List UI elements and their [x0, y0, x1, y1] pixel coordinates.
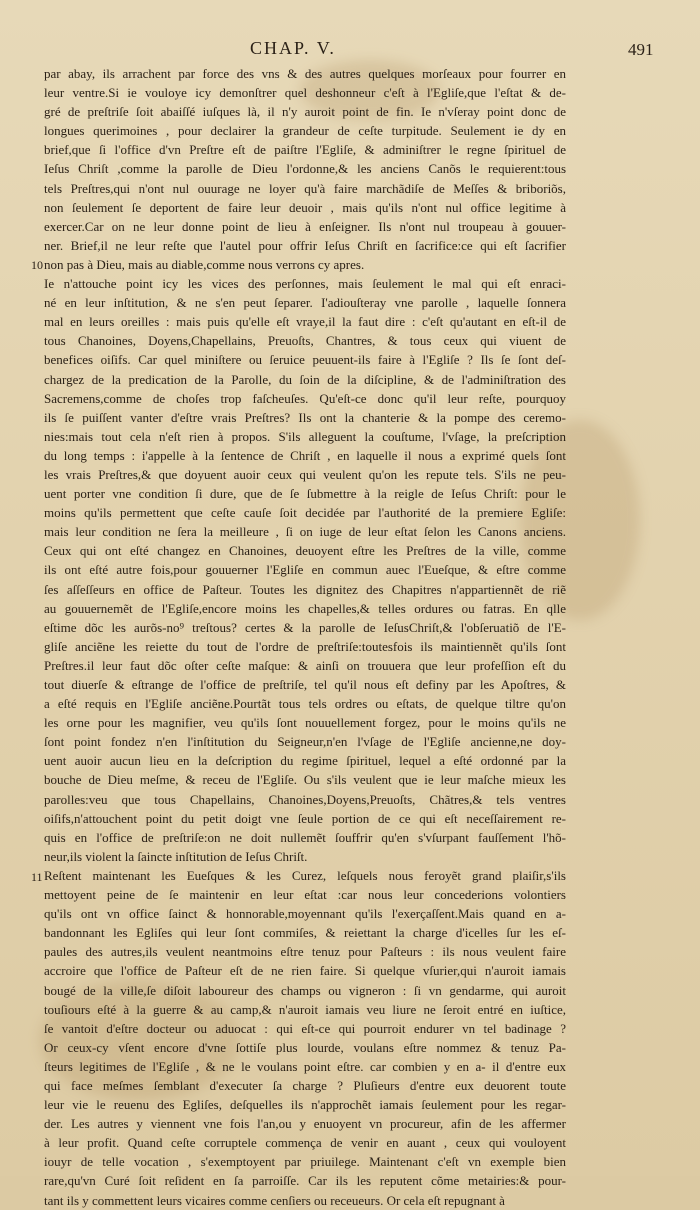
text-line: moins qu'ils permettent que ceſte cauſe ſoit decidée par l'authorité de la premiere Egliſe: [44, 505, 566, 521]
text-line: tant ils y commettent leurs vicaires comme cenſiers ou receueurs. Or cela eſt repugnant à [44, 1192, 505, 1208]
margin-section-number: 10 [31, 258, 43, 272]
text-line: quis en l'office de preſtriſe:on ne doit nullemẽt ſouffrir qu'en s'vſurpant fauſſement l'hõ- [44, 829, 566, 845]
text-line: au gouuernemẽt de l'Egliſe,encore moins les chapelles,& telles ordures ou fatras. En qlle [44, 600, 566, 616]
text-line: les orne pour les magnifier, veu qu'ils ſont nouuellement forgez, pour le moins qu'ils ne [44, 715, 566, 731]
text-line: mettoyent peine de ſe maintenir en leur eſtat :car nous leur concederions volontiers [44, 887, 566, 903]
text-line: leur vie le reuenu des Egliſes, deſquelles ils n'approchẽt iamais ſeulement pour les regar- [44, 1097, 566, 1113]
text-line: ils ſe puiſſent vanter d'eſtre vrais Preſtres? Ils ont la chanterie & la pompe des ceremo- [44, 409, 566, 425]
text-line: du long temps : i'appelle à la ſentence de Chriſt , en laquelle il nous a exprimé quels ſont [44, 447, 566, 463]
text-line: mal en leurs oreilles : mais puis qu'elle eſt vraye,il la faut dire : c'eſt qu'autant en eſt-il de [44, 314, 566, 330]
text-line: les vrais Preſtres,& que doyuent auoir ceux qui veulent qu'on les repute tels. S'ils ne peu- [44, 466, 566, 482]
text-line: oiſifs,n'attouchent point du petit doigt vne ſeule portion de ce qui eſt neceſſairement re- [44, 810, 566, 826]
text-line: eſtime dõc les aurõs-no⁹ treſtous? certes & la parolle de IeſusChriſt,& l'obſeruatiõ de l'E- [44, 619, 566, 635]
text-line: leur ventre.Si ie vouloye icy demonſtrer quel deshonneur c'eſt à l'Egliſe,que l'eſtat & de- [44, 85, 566, 101]
text-line: Ie n'attouche point icy les vices des perſonnes, mais ſeulement le mal qui eſt enraci- [44, 276, 566, 292]
text-line: par abay, ils arrachent par force des vns & des autres quelques morſeaux pour fourrer en [44, 66, 566, 81]
text-line: tout diuerſe & eſtrange de l'office de preſtriſe, tel qu'il nous eſt definy par les Apoſtres, & [44, 677, 566, 692]
text-line: parolles:veu que tous Chapellains, Chanoines,Doyens,Preuoſts, Chãtres,& tels ventres [44, 791, 566, 807]
text-line: a eſté requis en l'Egliſe anciẽne.Pourtãt tous tels ordres ou eſtats, de quelque tiltre qu'on [44, 696, 566, 712]
text-line: Sacremens,comme de choſes trop faſcheuſes. Qu'eſt-ce donc qu'il leur reſte, pourquoy [44, 390, 566, 406]
text-line: qu'ils ont vn office ſainct & honnorable,moyennant qu'ils l'exerçaſſent.Mais quand en a- [44, 906, 566, 922]
text-line: gliſe anciẽne les reiette du tout de l'ordre de preſtriſe:toutesfois ils maintiennẽt qu'ils ſont [44, 638, 566, 654]
running-title: CHAP. V. [250, 38, 336, 58]
text-line: uent porter vne condition ſi dure, que de ſe ſubmettre à la reigle de Ieſus Chriſt: pour le [44, 486, 566, 502]
text-line: gré de preſtriſe ſoit abaiſſé iuſques là, il n'y auroit point de fin. Ie n'vſeray point donc de [44, 104, 566, 120]
text-line: ſes aſſeſſeurs en office de Paſteur. Toutes les dignitez des Chapitres n'appartiennẽt de riẽ [44, 581, 566, 597]
text-line: ſe vantoit d'eſtre docteur ou aduocat : qui eſt-ce qui pourroit endurer vn tel badinage ? [44, 1020, 566, 1036]
text-line: non pas à Dieu, mais au diable,comme nous verrons cy apres. [44, 256, 365, 272]
text-line: non ſeulement ſe deportent de faire leur deuoir , mais qu'ils n'ont nul office legitime à [44, 199, 566, 215]
text-line: bandonnant les Egliſes qui leur ſont commiſes, & reiettant la charge d'icelles ſur les eſ- [44, 925, 566, 941]
text-line: benefices oiſifs. Car quel miniſtere ou ſeruice peuuent-ils faire à l'Egliſe ? Ils ſe ſont deſ- [44, 352, 566, 368]
text-line: Ieſus Chriſt ,comme la parolle de Dieu l'ordonne,& les anciens Canõs le requierent:tous [44, 161, 566, 177]
text-line: Preſtres.il leur faut dõc oſter ceſte maſque: & ainſi on trouuera que leur profeſſion eſt du [44, 657, 566, 673]
text-line: exercer.Car on ne leur donne point de lieu à enſeigner. Ils n'ont nul troupeau à gouuer- [44, 218, 566, 234]
text-line: nies:mais tout cela n'eſt rien à propos. S'ils alleguent la couſtume, l'vſage, la preſcription [44, 428, 566, 444]
text-line: ils ont eſté autre fois,pour gouuerner l'Egliſe en commun auec l'Eueſque, & eſtre comme [44, 562, 566, 578]
text-line: neur,ils violent la ſaincte inſtitution de Ieſus Chriſt. [44, 848, 308, 864]
page-number: 491 [628, 40, 654, 59]
text-line: bouche de Dieu meſme, & receu de l'Egliſe. Ou s'ils veulent que ie leur maſche mieux les [44, 772, 566, 788]
text-line: mais leur condition ne ſera la meilleure , ſi on iuge de leur eſtat ſelon les Canons anciens. [44, 524, 566, 540]
text-line: tous Chanoines, Doyens,Chapellains, Preuoſts, Chantres, & tous ceux qui viuent de [44, 333, 566, 349]
text-line: tels Preſtres,qui n'ont nul ouurage ne loyer qu'à faire marchãdiſe de Meſſes & briboriõs, [44, 180, 566, 196]
text-line: touſiours eſté à la guerre & au camp,& n'auroit iamais veu liure ne ſeroit entré en iuſtice, [44, 1001, 566, 1017]
body-text [44, 64, 566, 1210]
text-line: accroire que l'office de Paſteur eſt de ne rien faire. Si quelque vſurier,qui n'auroit iamais [44, 963, 566, 979]
text-line: ſteurs legitimes de l'Egliſe , & ne le voulans point eſtre. car combien y en a- il d'entre eux [44, 1058, 566, 1074]
text-line: Ceux qui ont eſté changez en Chanoines, deuoyent eſtre les Preſtres de la ville, comme [44, 543, 566, 559]
text-line: bougé de la ville,ſe diſoit laboureur des champs ou vigneron : ſi vn gendarme, qui auroit [44, 982, 566, 998]
margin-section-number: 11 [31, 870, 43, 884]
text-line: brief,que ſi l'office d'vn Preſtre eſt de paiſtre l'Egliſe, & adminiſtrer le regne ſpirituel de [44, 142, 566, 158]
page-header [0, 38, 700, 62]
text-line: Reſtent maintenant les Eueſques & les Curez, leſquels nous feroyẽt grand plaiſir,s'ils [44, 867, 566, 883]
text-line: ſont point fondez n'en l'inſtitution du Seigneur,n'en l'vſage de l'Egliſe ancienne,ne doy- [44, 734, 566, 750]
text-line: qui face meſmes ſemblant d'executer ſa charge ? Pluſieurs d'entre eux deuorent toute [44, 1077, 566, 1093]
text-line: à leur profit. Quand ceſte corruptele commença de venir en auant , ceux qui vouloyent [44, 1135, 566, 1151]
text-line: paules des autres,ils veulent neantmoins eſtre tenuz pour Paſteurs : ils nous veulent faire [44, 944, 566, 960]
text-line: uent auoir aucun lieu en la deſcription du regime ſpirituel, lequel a eſté ordonné par la [44, 753, 566, 769]
text-line: Or ceux-cy vſent encore d'vne ſottiſe plus lourde, voulans eſtre nommez & tenuz Pa- [44, 1039, 566, 1055]
text-line: né en leur inſtitution, & ne s'en peut ſeparer. I'adiouſteray vne parolle , laquelle ſonnera [44, 295, 566, 311]
text-line: der. Les autres y viennent vne fois l'an,ou y enuoyent vn procureur, afin de les affermer [44, 1116, 566, 1132]
text-line: chargez de la predication de la Parolle, du ſoin de la diſcipline, & de l'adminiſtration des [44, 371, 566, 387]
text-line: longues querimoines , pour declairer la grandeur de ceſte turpitude. Seulement ie dy en [44, 123, 566, 139]
text-line: iouyr de telle vocation , s'exemptoyent par priuilege. Maintenant c'eſt vn exemple bien [44, 1154, 566, 1170]
text-line: ner. Brief,il ne leur reſte que l'autel pour offrir Ieſus Chriſt en ſacrifice:ce qui eſt ſacrifier [44, 237, 566, 253]
text-line: rare,qu'vn Curé ſoit reſident en ſa parroiſſe. Car ils les reputent cõme metairies:& pour- [44, 1173, 566, 1189]
